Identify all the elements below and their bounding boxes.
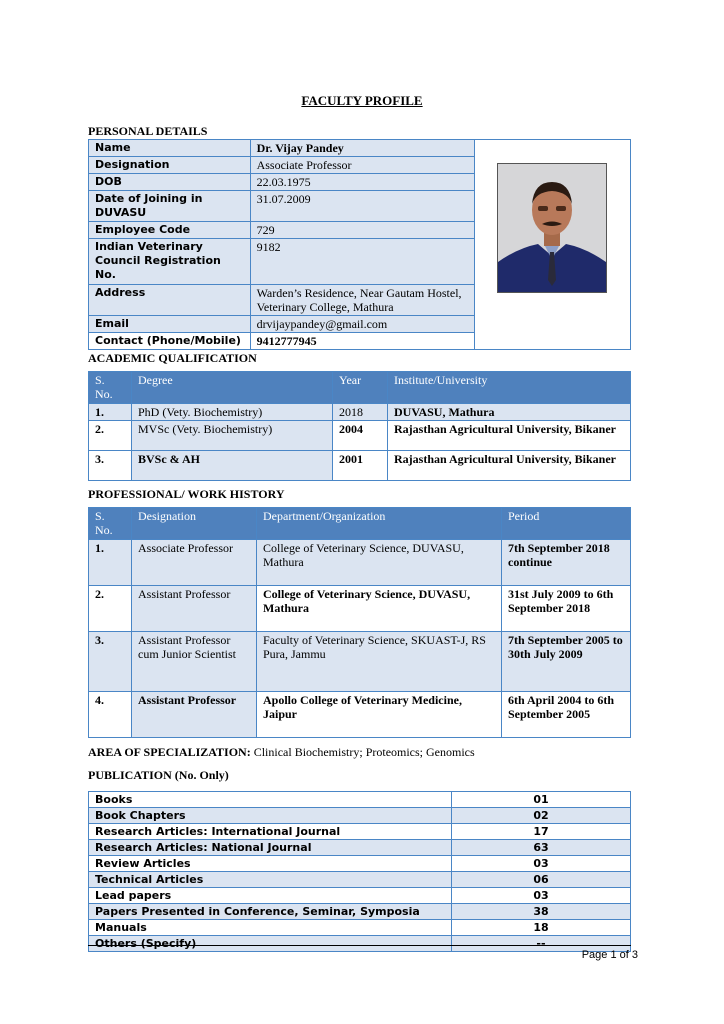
work-designation: Associate Professor — [132, 540, 257, 586]
footer-divider — [88, 945, 631, 946]
pub-count: -- — [452, 936, 631, 952]
table-row — [89, 920, 631, 936]
table-row — [89, 404, 631, 421]
table-row — [89, 632, 631, 692]
work-designation: Assistant Professor — [132, 586, 257, 632]
label-designation: Designation — [89, 157, 251, 174]
value-registration: 9182 — [250, 239, 474, 285]
person-portrait-icon — [498, 164, 606, 292]
pub-count: 63 — [452, 840, 631, 856]
page-number: Page 1 of 3 — [581, 949, 638, 961]
label-registration: Indian Veterinary Council Registration No. — [89, 239, 251, 285]
table-row — [89, 792, 631, 808]
pub-count: 38 — [452, 904, 631, 920]
pub-label: Manuals — [89, 920, 452, 936]
pub-label: Research Articles: National Journal — [89, 840, 452, 856]
personal-details-heading: PERSONAL DETAILS — [88, 124, 208, 138]
work-sno: 1. — [89, 540, 132, 586]
table-row — [89, 888, 631, 904]
table-row — [89, 808, 631, 824]
work-header-designation: Designation — [132, 508, 257, 540]
pub-label: Lead papers — [89, 888, 452, 904]
pub-count: 03 — [452, 856, 631, 872]
label-joining: Date of Joining in DUVASU — [89, 191, 251, 222]
pub-count: 03 — [452, 888, 631, 904]
pub-label: Research Articles: International Journal — [89, 824, 452, 840]
label-address: Address — [89, 285, 251, 316]
label-dob: DOB — [89, 174, 251, 191]
pub-count: 01 — [452, 792, 631, 808]
work-header-period: Period — [502, 508, 631, 540]
academic-institute: DUVASU, Mathura — [388, 404, 631, 421]
personal-details-table — [88, 139, 631, 350]
pub-label: Papers Presented in Conference, Seminar, Symposia — [89, 904, 452, 920]
academic-heading: ACADEMIC QUALIFICATION — [88, 351, 257, 365]
value-email[interactable]: drvijaypandey@gmail.com — [250, 316, 474, 333]
work-department: College of Veterinary Science, DUVASU, Mathura — [257, 540, 502, 586]
pub-label: Others (Specify) — [89, 936, 452, 952]
academic-year: 2001 — [333, 451, 388, 481]
academic-table — [88, 371, 631, 481]
pub-count: 17 — [452, 824, 631, 840]
publication-table — [88, 791, 631, 952]
work-period: 6th April 2004 to 6th September 2005 — [502, 692, 631, 738]
work-period: 31st July 2009 to 6th September 2018 — [502, 586, 631, 632]
profile-photo — [497, 163, 607, 293]
specialization-value: Clinical Biochemistry; Proteomics; Genomics — [253, 745, 475, 759]
table-row — [89, 586, 631, 632]
academic-degree: PhD (Vety. Biochemistry) — [132, 404, 333, 421]
work-history-table — [88, 507, 631, 738]
pub-label: Book Chapters — [89, 808, 452, 824]
academic-header-sno: S. No. — [89, 372, 132, 404]
work-period: 7th September 2018 continue — [502, 540, 631, 586]
label-employee-code: Employee Code — [89, 222, 251, 239]
page-title: FACULTY PROFILE — [301, 93, 423, 108]
academic-sno: 2. — [89, 421, 132, 451]
specialization-line — [88, 745, 475, 760]
label-email: Email — [89, 316, 251, 333]
work-department: Apollo College of Veterinary Medicine, Jaipur — [257, 692, 502, 738]
pub-label: Technical Articles — [89, 872, 452, 888]
table-row — [89, 692, 631, 738]
work-period: 7th September 2005 to 30th July 2009 — [502, 632, 631, 692]
value-address: Warden’s Residence, Near Gautam Hostel, Veterinary College, Mathura — [250, 285, 474, 316]
label-name: Name — [89, 140, 251, 157]
value-employee-code: 729 — [250, 222, 474, 239]
table-row — [89, 936, 631, 952]
work-sno: 4. — [89, 692, 132, 738]
work-header-sno: S. No. — [89, 508, 132, 540]
table-row — [89, 451, 631, 481]
label-contact: Contact (Phone/Mobile) — [89, 333, 251, 350]
table-row — [89, 856, 631, 872]
pub-count: 18 — [452, 920, 631, 936]
table-row — [89, 824, 631, 840]
value-joining: 31.07.2009 — [250, 191, 474, 222]
work-history-heading: PROFESSIONAL/ WORK HISTORY — [88, 487, 285, 501]
specialization-heading: AREA OF SPECIALIZATION: — [88, 745, 251, 759]
academic-header-institute: Institute/University — [388, 372, 631, 404]
pub-count: 02 — [452, 808, 631, 824]
academic-year: 2004 — [333, 421, 388, 451]
academic-sno: 3. — [89, 451, 132, 481]
work-sno: 2. — [89, 586, 132, 632]
table-row — [89, 872, 631, 888]
academic-sno: 1. — [89, 404, 132, 421]
value-name: Dr. Vijay Pandey — [250, 140, 474, 157]
table-row — [89, 540, 631, 586]
photo-cell — [474, 140, 630, 350]
pub-count: 06 — [452, 872, 631, 888]
table-row — [89, 421, 631, 451]
academic-header-degree: Degree — [132, 372, 333, 404]
work-department: Faculty of Veterinary Science, SKUAST-J, RS Pura, Jammu — [257, 632, 502, 692]
work-sno: 3. — [89, 632, 132, 692]
publication-heading: PUBLICATION (No. Only) — [88, 768, 229, 782]
value-contact: 9412777945 — [250, 333, 474, 350]
work-header-department: Department/Organization — [257, 508, 502, 540]
table-row — [89, 840, 631, 856]
value-dob: 22.03.1975 — [250, 174, 474, 191]
work-designation: Assistant Professor cum Junior Scientist — [132, 632, 257, 692]
academic-institute: Rajasthan Agricultural University, Bikaner — [388, 421, 631, 451]
pub-label: Review Articles — [89, 856, 452, 872]
pub-label: Books — [89, 792, 452, 808]
academic-degree: MVSc (Vety. Biochemistry) — [132, 421, 333, 451]
academic-institute: Rajasthan Agricultural University, Bikaner — [388, 451, 631, 481]
value-designation: Associate Professor — [250, 157, 474, 174]
work-department: College of Veterinary Science, DUVASU, Mathura — [257, 586, 502, 632]
table-row — [89, 904, 631, 920]
academic-header-year: Year — [333, 372, 388, 404]
work-designation: Assistant Professor — [132, 692, 257, 738]
academic-degree: BVSc & AH — [132, 451, 333, 481]
academic-year: 2018 — [333, 404, 388, 421]
